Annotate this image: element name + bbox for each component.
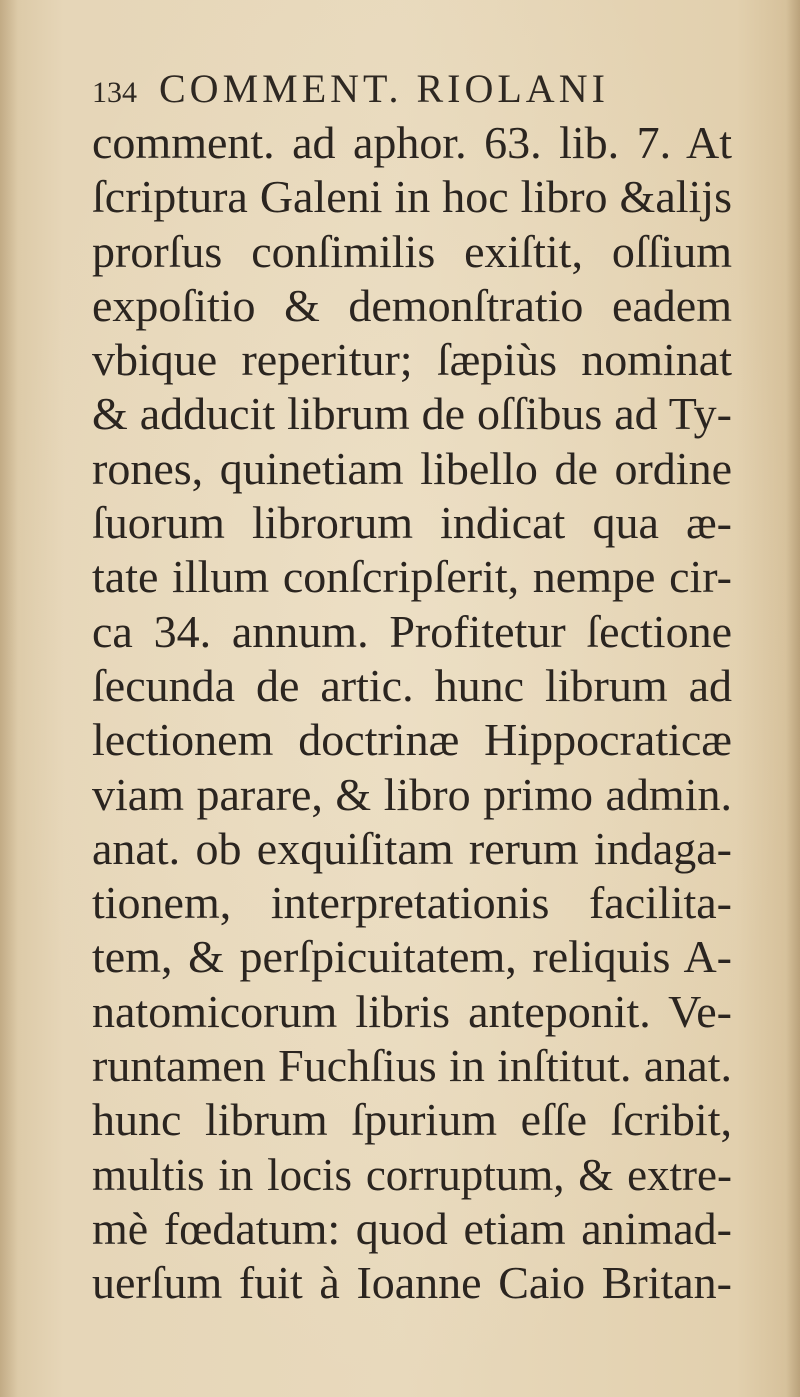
text-line: runtamen Fuchſius in inſtitut. anat. xyxy=(92,1040,732,1092)
text-line: multis in locis corruptum, & extre- xyxy=(92,1149,732,1200)
text-line: rones, quinetiam libello de ordine xyxy=(92,442,732,494)
text-line: uerſum fuit à Ioanne Caio Britan- xyxy=(92,1257,732,1309)
text-line: ca 34. annum. Profitetur ſectione xyxy=(92,605,732,657)
text-line: lectionem doctrinæ Hippocraticæ xyxy=(92,714,732,766)
text-line: tionem, interpretationis facilita- xyxy=(92,877,732,929)
text-line: & adducit librum de oſſibus ad Ty- xyxy=(92,388,732,440)
running-title: COMMENT. RIOLANI xyxy=(159,66,609,111)
text-line: anat. ob exquiſitam rerum indaga- xyxy=(92,822,732,874)
page-edge-shadow-left xyxy=(0,0,18,1397)
text-line: comment. ad aphor. 63. lib. 7. At xyxy=(92,117,732,168)
text-line: vbique reperitur; ſæpiùs nominat xyxy=(92,334,732,386)
page-edge-shadow-right xyxy=(786,0,800,1397)
page-header xyxy=(92,62,732,116)
text-line: hunc librum ſpurium eſſe ſcribit, xyxy=(92,1094,732,1146)
text-line: tate illum conſcripſerit, nempe cir- xyxy=(92,551,732,603)
text-line: tem, & perſpicuitatem, reliquis A- xyxy=(92,931,732,983)
text-line: ſuorum librorum indicat qua æ- xyxy=(92,497,732,549)
text-line: ſecunda de artic. hunc librum ad xyxy=(92,659,732,711)
text-line: mè fœdatum: quod etiam animad- xyxy=(92,1202,732,1254)
text-line: ſcriptura Galeni in hoc libro &alijs xyxy=(92,171,732,223)
text-line: natomicorum libris anteponit. Ve- xyxy=(92,985,732,1037)
text-block xyxy=(92,62,732,1311)
text-line: prorſus conſimilis exiſtit, oſſium xyxy=(92,225,732,277)
page-number: 134 xyxy=(92,76,137,109)
text-line: viam parare, & libro primo admin. xyxy=(92,768,732,820)
text-line: expoſitio & demonſtratio eadem xyxy=(92,279,732,331)
